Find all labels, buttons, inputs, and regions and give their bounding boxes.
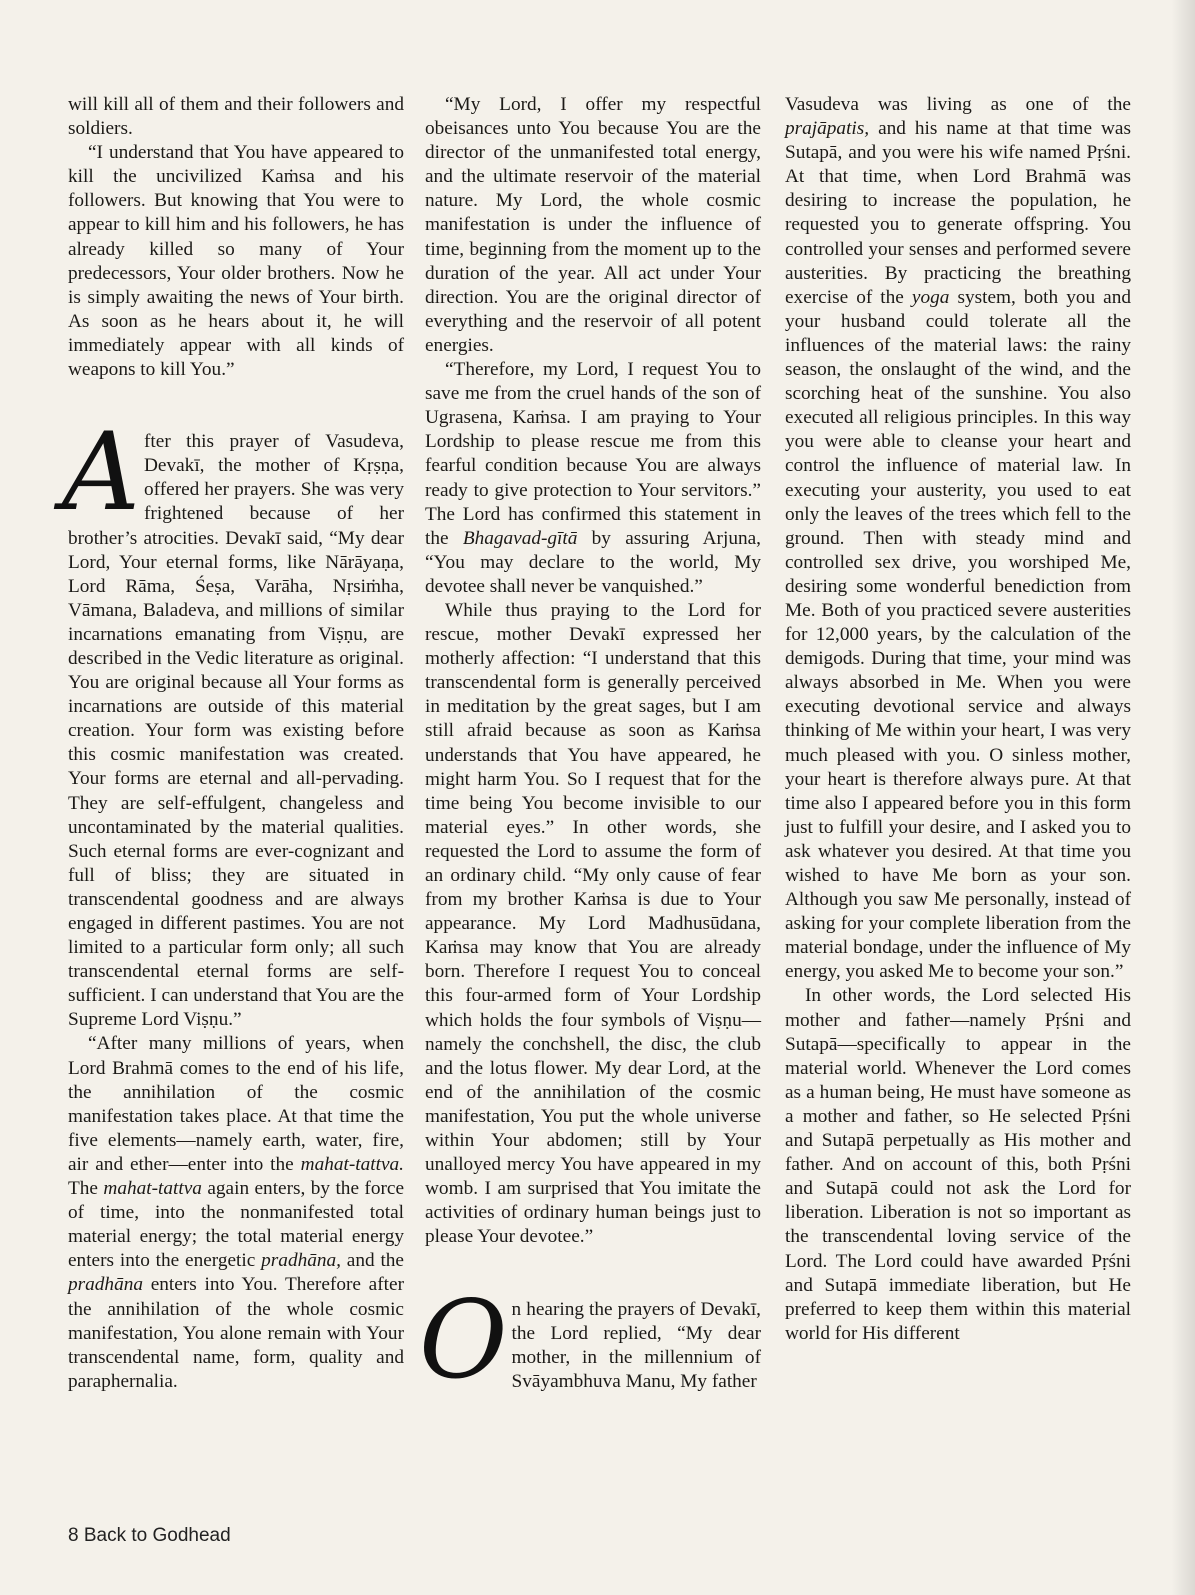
italic-title: Bhagavad-gītā: [462, 527, 578, 549]
text-run: The: [68, 1178, 104, 1200]
paragraph-with-dropcap: [419, 1277, 761, 1403]
text-run: system, both you and your husband could tolerate all the influences of the material laws: the rainy season, the onslaught of the wind, and the scorching heat of the sunshine. You also executed all religious principles. In this way you were able to cleanse your heart and control the influence of material law. In executing your austerity, you used to eat only the leaves of the trees which fell to the ground. Then with steady mind and controlled sex drive, you worshiped Me, desiring some wonderful benediction from Me. Both of you practiced severe austerities for 12,000 years, by the calculation of the demigods. During that time, your mind was always absorbed in Me. When you were executing devotional service and always thinking of Me within your heart, I was very much pleased with you. O sinless mother, your heart is therefore always pure. At that time also I appeared before you in this form just to fulfill your desire, and I asked you to ask whatever you desired. At that time you wished to have Me born as your son. Although you saw Me personally, instead of asking for your complete liberation from the material bondage, under the influence of My energy, you asked Me to become your son.”: [785, 286, 1132, 983]
paragraph: [68, 1032, 404, 1393]
paragraph-text: n hearing the prayers of Devakī, the Lord replied, “My dear mother, in the millennium of Svāyambhuva Manu, My father: [511, 1298, 761, 1392]
text-run: and his name at that time was Sutapā, and you were his wife named Pṛśni. At that time, when Lord Brahmā was desiring to increase the population, he requested you to generate offspring. You controlled your senses and performed severe austerities. By practicing the breathing exercise of the: [785, 118, 1131, 308]
page-footer: [68, 1525, 231, 1547]
paragraph: will kill all of them and their followers and soldiers.: [68, 94, 404, 140]
paragraph: While thus praying to the Lord for rescue, mother Devakī expressed her motherly affection: “I understand that this transcendental form is generally perceived in meditation by the great sages, but I am still afraid because as soon as Kaṁsa understands that You have appeared, he might harm You. So I request that for the time being You become invisible to our material eyes.” In other words, she requested the Lord to assume the form of an ordinary child. “My only cause of fear from my brother Kaṁsa is due to Your appearance. My Lord Madhusūdana, Kaṁsa may know that You are already born. Therefore I request You to conceal this four-armed form of Your Lordship which holds the four symbols of Viṣṇu—namely the conchshell, the disc, the club and the lotus flower. My dear Lord, at the end of the annihilation of the cosmic manifestation, You put the whole universe within Your abdomen; still by Your unalloyed mercy You have appeared in my womb. I am surprised that You imitate the activities of ordinary human beings just to please Your devotee.”: [425, 599, 761, 1248]
italic-term: mahat-tattva.: [300, 1153, 404, 1175]
italic-term: mahat-tattva: [103, 1178, 202, 1200]
publication-name: Back to Godhead: [83, 1525, 231, 1546]
italic-term: pradhāna: [68, 1274, 143, 1296]
dropcap-letter: A: [62, 410, 140, 536]
text-run: “Therefore, my Lord, I request You to save me from the cruel hands of the son of Ugrasena, Kaṁsa. I am praying to Your Lordship to please rescue me from this fearful condition because You are always ready to give protection to Your servitors.” The Lord has confirmed this statement in the: [425, 359, 761, 549]
text-run: Vasudeva was living as one of the: [785, 94, 1131, 115]
paragraph: “I understand that You have appeared to kill the uncivilized Kaṁsa and his followers. But knowing that You were to appear to kill him and his followers, he has already killed so many of Your predecessors, Your older brothers. Now he is simply awaiting the news of Your birth. As soon as he hears about it, he will immediately appear with all kinds of weapons to kill You.”: [68, 142, 404, 381]
page-number: 8: [68, 1525, 79, 1546]
italic-term: pradhāna,: [261, 1250, 341, 1272]
paragraph: “My Lord, I offer my respectful obeisances unto You because You are the director of the unmanifested total energy, and the ultimate reservoir of the material nature. My Lord, the whole cosmic manifestation is under the influence of time, beginning from the moment up to the duration of the year. All act under Your direction. You are the original director of everything and the reservoir of all potent energies.: [425, 94, 761, 356]
text-run: and the: [340, 1250, 404, 1272]
text-run: enters into You. Therefore after the annihilation of the whole cosmic manifestation, You alone remain with Your transcendental name, form, quality and paraphernalia.: [68, 1274, 404, 1392]
page-edge-shadow: [1171, 0, 1195, 1595]
dropcap-letter: O: [419, 1277, 508, 1403]
paragraph: [425, 358, 761, 599]
paragraph-text: fter this prayer of Vasudeva, Devakī, the mother of Kṛṣṇa, offered her prayers. She was very frightened because of her brother’s atrocities. Devakī said, “My dear Lord, Your eternal forms, like Nārāyaṇa, Lord Rāma, Śeṣa, Varāha, Nṛsiṁha, Vāmana, Baladeva, and millions of similar incarnations emanating from Viṣṇu, are described in the Vedic literature as original. You are original because all Your forms as incarnations are outside of this material creation. Your form was existing before this cosmic manifestation was created. Your forms are eternal and all-pervading. They are self-effulgent, changeless and uncontaminated by the material qualities. Such eternal forms are ever-cognizant and full of bliss; they are situated in transcendental goodness and are always engaged in different pastimes. You are not limited to a particular form only; all such transcendental eternal forms are self-sufficient. I can understand that You are the Supreme Lord Viṣṇu.”: [68, 431, 404, 1031]
paragraph: [785, 93, 1131, 984]
italic-term: yoga: [911, 286, 950, 308]
text-run: by assuring Arjuna, “You may declare to the world, My devotee shall never be vanquished.”: [425, 527, 761, 597]
column-3: [785, 93, 1131, 1346]
paragraph-with-dropcap: [62, 410, 404, 1032]
paragraph: In other words, the Lord selected His mother and father—namely Pṛśni and Sutapā—specifically to appear in the material world. Whenever the Lord comes as a human being, He must have someone as a mother and father, so He selected Pṛśni and Sutapā perpetually as His mother and father. And on account of this, both Pṛśni and Sutapā could not ask the Lord for liberation. Liberation is not so important as the transcendental loving service of the Lord. The Lord could have awarded Pṛśni and Sutapā immediate liberation, but He preferred to keep them within this material world for His different: [785, 985, 1131, 1344]
text-run: “After many millions of years, when Lord Brahmā comes to the end of his life, the annihilation of the cosmic manifestation takes place. At that time the five elements—namely earth, water, fire, air and ether—enter into the: [68, 1033, 404, 1175]
italic-term: prajāpatis,: [785, 118, 870, 140]
column-1: [62, 93, 405, 1394]
text-run: again enters, by the force of time, into the nonmanifested total material energy; the total material energy enters into the energetic: [68, 1178, 405, 1272]
column-2: [419, 93, 761, 1403]
